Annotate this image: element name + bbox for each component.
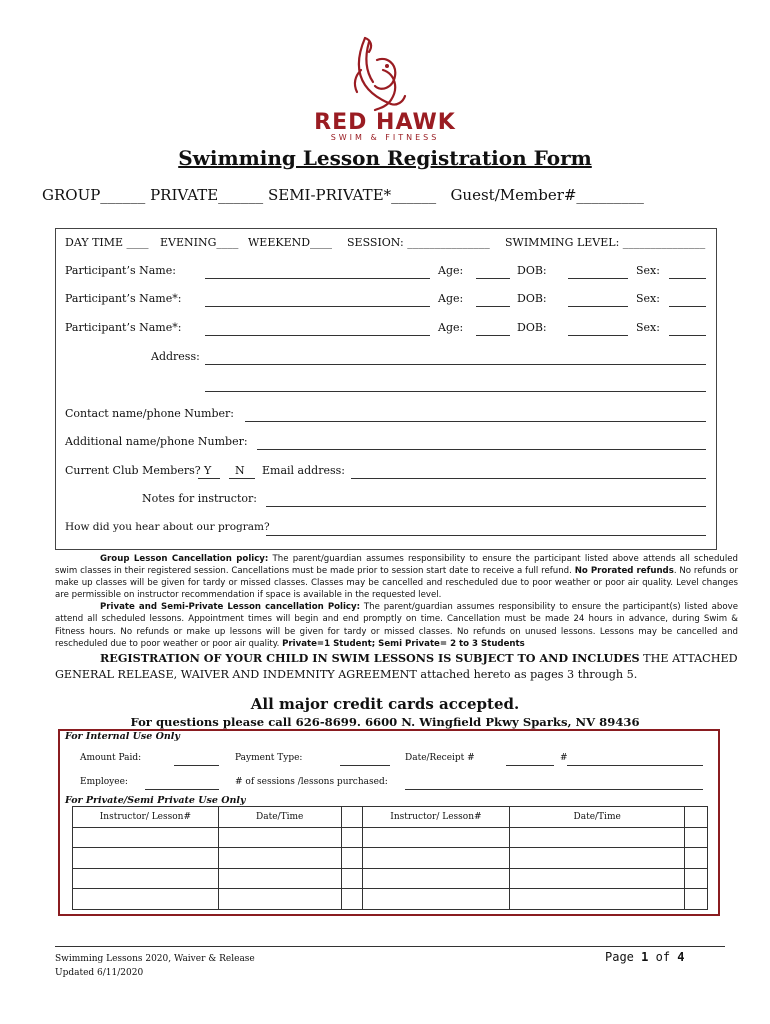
table-row [73,868,708,889]
footer-divider [55,946,725,947]
sex-label: Sex: [636,264,660,277]
table-cell[interactable] [341,848,362,869]
table-cell[interactable] [218,827,341,848]
contact-label: Contact name/phone Number: [65,407,234,420]
date-receipt-label: Date/Receipt # [405,753,475,763]
club-members-label: Current Club Members? [65,464,201,477]
additional-contact-label: Additional name/phone Number: [65,435,248,448]
table-cell[interactable] [510,868,685,889]
column-header-date: Date/Time [218,807,341,828]
day-time-field[interactable]: DAY TIME ____ [65,236,149,249]
address-label: Address: [151,350,200,363]
internal-use-heading: For Internal Use Only [65,731,180,742]
participant-name-input[interactable] [205,278,430,279]
participant-name-label: Participant’s Name*: [65,292,182,305]
table-cell[interactable] [341,889,362,910]
table-cell[interactable] [362,889,510,910]
table-row [73,848,708,869]
receipt-number-label: # [560,753,568,763]
page-word: Page [605,950,634,964]
sex-input[interactable] [669,278,706,279]
session-field[interactable]: SESSION: _______________ [347,236,490,249]
table-cell[interactable] [341,868,362,889]
club-no-option[interactable]: N [235,464,245,477]
evening-field[interactable]: EVENING____ [160,236,239,249]
age-label: Age: [438,292,464,305]
contact-info: For questions please call 626-8699. 6600 N. Wingfield Pkwy Sparks, NV 89436 [130,715,640,729]
dob-label: DOB: [517,321,547,334]
check-cell[interactable] [341,807,362,828]
table-cell[interactable] [685,868,708,889]
table-cell[interactable] [685,848,708,869]
page-total: 4 [677,950,685,964]
employee-label: Employee: [80,777,128,787]
lesson-type-row [42,186,644,204]
sessions-purchased-input[interactable] [405,789,703,790]
participant-name-label: Participant’s Name: [65,264,176,277]
dob-input[interactable] [568,278,628,279]
age-label: Age: [438,321,464,334]
table-row [73,889,708,910]
private-option[interactable]: PRIVATE______ [150,186,264,204]
table-cell[interactable] [362,827,510,848]
table-cell[interactable] [341,827,362,848]
payment-type-input[interactable] [340,765,390,766]
brand-subtitle: SWIM & FITNESS [330,133,440,142]
dob-input[interactable] [568,306,628,307]
dob-label: DOB: [517,292,547,305]
footer-updated: Updated 6/11/2020 [55,968,144,978]
sessions-purchased-label: # of sessions /lessons purchased: [235,777,388,787]
registration-notice-bold: REGISTRATION OF YOUR CHILD IN SWIM LESSONS IS SUBJECT TO AND INCLUDES [100,651,640,665]
footer-doc-name: Swimming Lessons 2020, Waiver & Release [55,954,255,964]
registration-notice-text: THE ATTACHED GENERAL RELEASE, WAIVER AND INDEMNITY AGREEMENT attached hereto as pages 3 through 5. [55,652,738,681]
column-header-instructor: Instructor/ Lesson# [362,807,510,828]
footer-doc-info [55,952,255,980]
form-title: Swimming Lesson Registration Form [178,146,592,170]
contact-input[interactable] [245,421,706,422]
column-header-instructor: Instructor/ Lesson# [73,807,219,828]
sex-label: Sex: [636,321,660,334]
credit-cards-note: All major credit cards accepted. [250,695,520,713]
receipt-number-input[interactable] [567,765,703,766]
table-cell[interactable] [73,848,219,869]
referral-label: How did you hear about our program? [65,521,270,533]
table-cell[interactable] [218,848,341,869]
dob-label: DOB: [517,264,547,277]
notes-label: Notes for instructor: [142,492,257,505]
group-policy-text-2: . No refunds or make up classes will be given for tardy or missed classes. Classes may be cancelled and rescheduled due to poor weather or poor air quality. Level changes are permissible on instructor recommendation if space is available in the requested level. [55,566,738,601]
table-cell[interactable] [218,868,341,889]
table-cell[interactable] [510,889,685,910]
age-label: Age: [438,264,464,277]
address-input-line-1[interactable] [205,364,706,365]
email-input[interactable] [351,478,706,479]
table-cell[interactable] [510,827,685,848]
group-option[interactable]: GROUP______ [42,186,146,204]
no-prorated-refunds: No Prorated refunds [574,566,674,577]
additional-contact-input[interactable] [257,449,706,450]
table-cell[interactable] [362,848,510,869]
red-hawk-logo-icon [325,30,445,115]
age-input[interactable] [476,306,510,307]
participant-name-input[interactable] [205,335,430,336]
participant-name-input[interactable] [205,306,430,307]
table-cell[interactable] [73,889,219,910]
payment-type-label: Payment Type: [235,753,303,763]
referral-input[interactable] [266,535,706,536]
private-policy-heading: Private and Semi-Private Lesson cancellation Policy: [100,602,361,613]
age-input[interactable] [476,335,510,336]
amount-paid-label: Amount Paid: [80,753,142,763]
brand-name: RED HAWK [314,110,456,135]
club-yes-option[interactable]: Y [204,464,212,477]
age-input[interactable] [476,278,510,279]
sex-input[interactable] [669,306,706,307]
swimming-level-field[interactable]: SWIMMING LEVEL: _______________ [505,236,706,249]
club-no-line [229,478,255,479]
registration-notice [55,650,738,683]
group-policy-heading: Group Lesson Cancellation policy: [100,554,269,564]
email-label: Email address: [262,464,345,477]
lesson-log-table [72,806,708,910]
table-cell[interactable] [362,868,510,889]
group-policy-text-1: The parent/guardian assumes responsibility to ensure the participant listed above attends all scheduled swim classes in their registered session. Cancellations must be made prior to session start date to receive a full refund. [55,554,738,577]
student-count-note: Private=1 Student; Semi Private= 2 to 3 Students [282,638,525,649]
private-use-heading: For Private/Semi Private Use Only [65,795,246,806]
table-cell[interactable] [510,848,685,869]
amount-paid-input[interactable] [174,765,219,766]
table-cell[interactable] [218,889,341,910]
table-row [73,827,708,848]
cancellation-policy [55,553,738,650]
of-word: of [655,950,671,964]
guest-member-field[interactable]: Guest/Member#_________ [450,186,644,204]
semi-private-option[interactable]: SEMI-PRIVATE*______ [267,186,437,204]
table-cell[interactable] [685,827,708,848]
address-input-line-2[interactable] [205,391,706,392]
club-yes-line [198,478,220,479]
participant-name-label: Participant’s Name*: [65,321,182,334]
sex-label: Sex: [636,292,660,305]
page-number [605,950,685,964]
notes-input[interactable] [266,506,706,507]
employee-input[interactable] [145,789,219,790]
table-header-row [73,807,708,828]
table-cell[interactable] [73,827,219,848]
private-policy-text: The parent/guardian assumes responsibility to ensure the participant(s) listed above attend all scheduled lessons. Appointment times will begin and end promptly on time. Cancellation must be made 24 hours in advance, during Swim & Fitness hours. No refunds or make up lessons will be given for tardy or missed classes. No refunds on unused lessons. Lessons may be cancelled and rescheduled due to poor weather or poor air quality. [55,602,739,649]
table-cell[interactable] [685,889,708,910]
check-cell[interactable] [685,807,708,828]
weekend-field[interactable]: WEEKEND____ [248,236,333,249]
page-current: 1 [641,950,649,964]
table-cell[interactable] [73,868,219,889]
column-header-date: Date/Time [510,807,685,828]
date-receipt-input[interactable] [506,765,554,766]
sex-input[interactable] [669,335,706,336]
dob-input[interactable] [568,335,628,336]
